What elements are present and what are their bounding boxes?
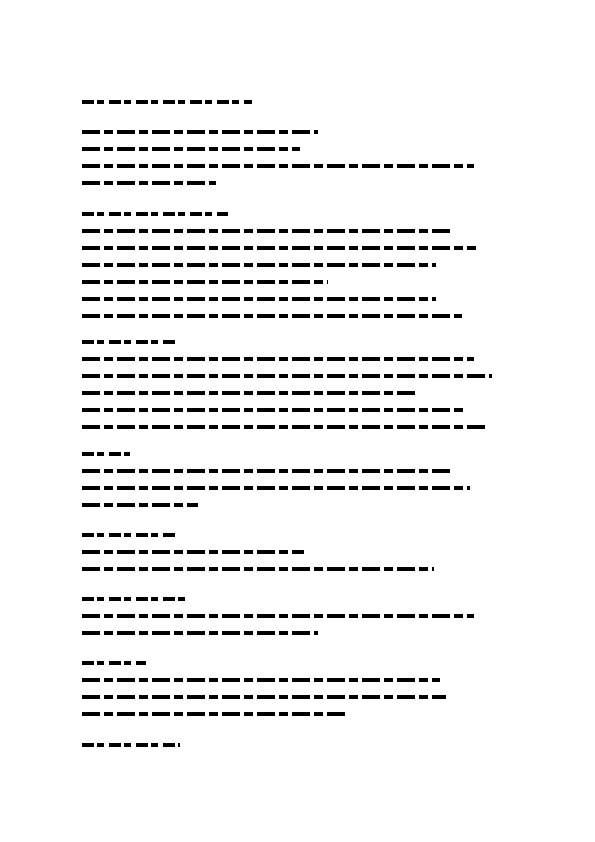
section-5-line [82,550,304,554]
section-4-line [82,503,198,507]
section-4-heading [82,452,130,456]
section-3-line [82,408,466,412]
section-4-line [82,469,452,473]
section-7-line [82,712,348,716]
section-3-line [82,357,474,361]
title-line [82,100,252,104]
section-1-line [82,130,318,134]
section-2-line [82,314,462,318]
section-6-heading [82,597,186,601]
section-7-heading [82,661,146,665]
section-6-line [82,631,318,635]
section-3-line [82,391,416,395]
section-2-heading [82,212,228,216]
section-2-line [82,280,328,284]
section-7-line [82,695,446,699]
closing-line [82,743,180,747]
section-3-heading [82,340,178,344]
section-6-line [82,614,474,618]
section-1-line [82,164,474,168]
section-4-line [82,486,470,490]
section-2-line [82,297,436,301]
section-3-line [82,425,488,429]
section-7-line [82,678,440,682]
section-2-line [82,229,452,233]
section-3-line [82,374,492,378]
section-5-line [82,567,434,571]
section-2-line [82,246,476,250]
section-1-line [82,147,300,151]
section-1-line [82,181,216,185]
section-5-heading [82,533,178,537]
section-2-line [82,263,436,267]
